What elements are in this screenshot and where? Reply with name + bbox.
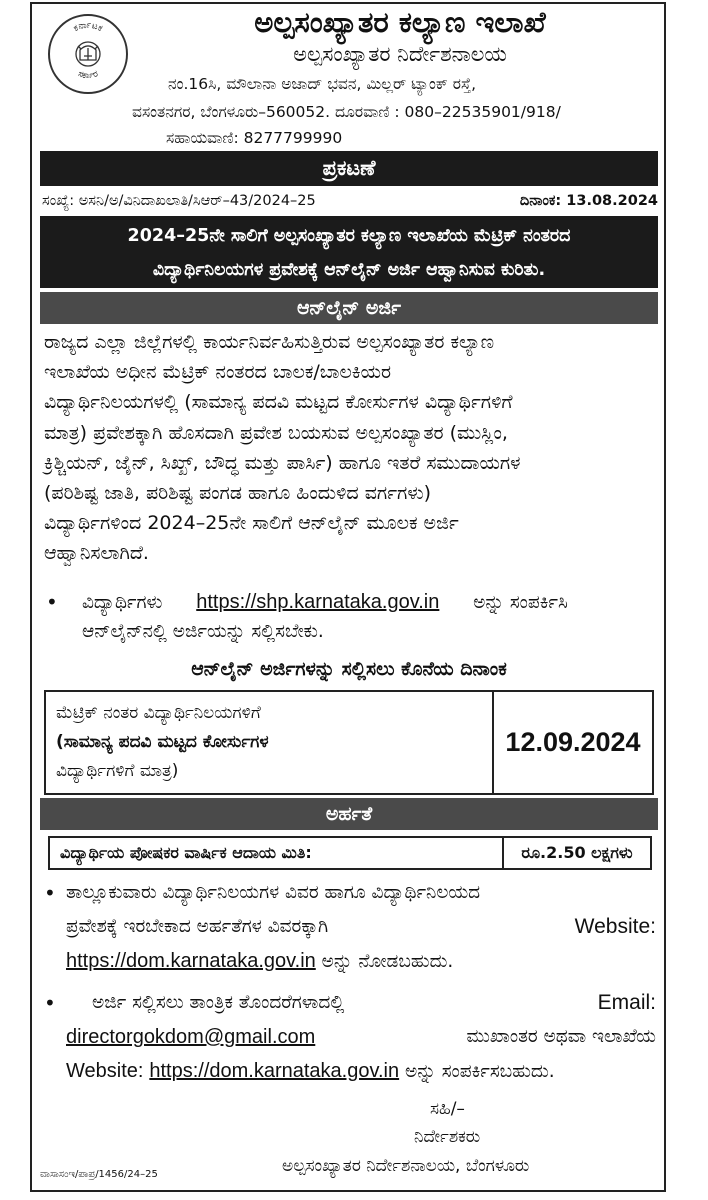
support-tail: ಅನ್ನು ಸಂಪರ್ಕಿಸಬಹುದು. bbox=[405, 1061, 555, 1082]
portal-bullet-suffix: ಅನ್ನು ಸಂಪರ್ಕಿಸಿ bbox=[473, 592, 568, 613]
paragraph-line: ವಿದ್ಯಾರ್ಥಿಗಳಿಂದ 2024–25ನೇ ಸಾಲಿಗೆ ಆನ್‌ಲೈನ್ ಮೂಲಕ ಅರ್ಜಿ bbox=[44, 512, 459, 535]
website-label: Website: bbox=[66, 1060, 144, 1082]
eligibility-heading-bar bbox=[40, 798, 658, 830]
signature-office: ಅಲ್ಪಸಂಖ್ಯಾತರ ನಿರ್ದೇಶನಾಲಯ, ಬೆಂಗಳೂರು bbox=[282, 1156, 530, 1176]
signature-sd: ಸಹಿ/– bbox=[430, 1099, 465, 1119]
paragraph-line: ವಿದ್ಯಾರ್ಥಿನಿಲಯಗಳಲ್ಲಿ (ಸಾಮಾನ್ಯ ಪದವಿ ಮಟ್ಟದ ಕೋರ್ಸುಗಳ ವಿದ್ಯಾರ್ಥಿಗಳಿಗೆ bbox=[44, 391, 513, 414]
online-application-heading: ಆನ್‌ಲೈನ್ ಅರ್ಜಿ bbox=[297, 297, 401, 319]
bullet-icon: • bbox=[46, 590, 58, 614]
government-seal bbox=[48, 14, 128, 94]
notice-date: ದಿನಾಂಕ: 13.08.2024 bbox=[519, 193, 658, 209]
income-value-cell bbox=[503, 837, 651, 869]
footer-code: ವಾಸಾಸಂಇ/ಪಾಪ್ರ/1456/24–25 bbox=[40, 1169, 158, 1180]
hostel-details-line-2 bbox=[66, 910, 656, 944]
deadline-table bbox=[44, 690, 654, 795]
seal-bottom-text: ಸರ್ಕಾರ bbox=[76, 69, 100, 82]
svg-text:ಸರ್ಕಾರ bbox=[77, 69, 100, 81]
online-application-paragraph bbox=[44, 327, 656, 569]
address-line-2: ವಸಂತನಗರ, ಬೆಂಗಳೂರು–560052. ದೂರವಾಣಿ : 080–22535901/918/ bbox=[132, 103, 561, 121]
online-application-heading-bar bbox=[40, 292, 658, 324]
notice-title-bar bbox=[40, 151, 658, 186]
deadline-date-cell bbox=[493, 691, 653, 794]
support-line-2-tail: ಮುಖಾಂತರ ಅಥವಾ ಇಲಾಖೆಯ bbox=[466, 1026, 656, 1047]
helpline: ಸಹಾಯವಾಣಿ: 8277799990 bbox=[166, 129, 343, 147]
notice-title: ಪ್ರಕಟಣೆ bbox=[322, 156, 376, 180]
paragraph-line: ರಾಜ್ಯದ ಎಲ್ಲಾ ಜಿಲ್ಲೆಗಳಲ್ಲಿ ಕಾರ್ಯನಿರ್ವಹಿಸುತ್ತಿರುವ ಅಲ್ಪಸಂಖ್ಯಾತರ ಕಲ್ಯಾಣ bbox=[44, 331, 495, 353]
support-email-link[interactable]: directorgokdom@gmail.com bbox=[66, 1026, 316, 1048]
hostel-details-tail: ಅನ್ನು ನೋಡಬಹುದು. bbox=[321, 951, 454, 972]
emblem-icon bbox=[76, 42, 100, 66]
dom-contact-link[interactable]: https://dom.karnataka.gov.in bbox=[149, 1060, 400, 1082]
deadline-label-line: ವಿದ್ಯಾರ್ಥಿಗಳಿಗೆ ಮಾತ್ರ) bbox=[56, 761, 179, 781]
shp-portal-link[interactable]: https://shp.karnataka.gov.in bbox=[196, 591, 440, 613]
table-row bbox=[45, 691, 653, 794]
deadline-label-line: (ಸಾಮಾನ್ಯ ಪದವಿ ಮಟ್ಟದ ಕೋರ್ಸುಗಳ bbox=[56, 732, 269, 752]
table-row bbox=[49, 837, 651, 869]
subject-bar bbox=[40, 216, 658, 288]
bullet-icon: • bbox=[44, 991, 56, 1015]
portal-bullet-line-2: ಆನ್‌ಲೈನ್‌ನಲ್ಲಿ ಅರ್ಜಿಯನ್ನು ಸಲ್ಲಿಸಬೇಕು. bbox=[82, 621, 324, 642]
reference-number: ಸಂಖ್ಯೆ: ಅಸನಿ/ಅ/ವಿನಿದಾಖಲಾತಿ/ಸಿಆರ್–43/2024–25 bbox=[42, 193, 316, 209]
paragraph-line: ಆಹ್ವಾನಿಸಲಾಗಿದೆ. bbox=[44, 542, 149, 565]
last-date-heading: ಆನ್‌ಲೈನ್ ಅರ್ಜಿಗಳನ್ನು ಸಲ್ಲಿಸಲು ಕೊನೆಯ ದಿನಾಂಕ bbox=[191, 658, 507, 680]
department-name: ಅಲ್ಪಸಂಖ್ಯಾತರ ಕಲ್ಯಾಣ ಇಲಾಖೆ bbox=[254, 5, 546, 39]
deadline-date: 12.09.2024 bbox=[505, 727, 641, 757]
directorate-name: ಅಲ್ಪಸಂಖ್ಯಾತರ ನಿರ್ದೇಶನಾಲಯ bbox=[293, 42, 507, 66]
bullet-icon: • bbox=[44, 881, 56, 905]
email-label: Email: bbox=[597, 991, 656, 1014]
support-text: ಅರ್ಜಿ ಸಲ್ಲಿಸಲು ತಾಂತ್ರಿಕ ತೊಂದರೆಗಳಾದಲ್ಲಿ bbox=[92, 992, 345, 1013]
deadline-label-cell bbox=[45, 691, 493, 794]
seal-top-text: ಕರ್ನಾಟಕ bbox=[72, 20, 104, 35]
paragraph-line: ಕ್ರಿಶ್ಚಿಯನ್, ಜೈನ್, ಸಿಖ್ಖ್, ಬೌದ್ಧ ಮತ್ತು ಪಾರ್ಸಿ) ಹಾಗೂ ಇತರೆ ಸಮುದಾಯಗಳ bbox=[44, 451, 521, 474]
signature-designation: ನಿರ್ದೇಶಕರು bbox=[414, 1127, 481, 1147]
income-limit-table bbox=[48, 836, 652, 870]
paragraph-line: ಇಲಾಖೆಯ ಅಧೀನ ಮೆಟ್ರಿಕ್ ನಂತರದ ಬಾಲಕ/ಬಾಲಕಿಯರ bbox=[44, 361, 392, 384]
subject-line-1: 2024–25ನೇ ಸಾಲಿಗೆ ಅಲ್ಪಸಂಖ್ಯಾತರ ಕಲ್ಯಾಣ ಇಲಾಖೆಯ ಮೆಟ್ರಿಕ್ ನಂತರದ bbox=[127, 226, 571, 246]
subject-line-2: ವಿದ್ಯಾರ್ಥಿನಿಲಯಗಳ ಪ್ರವೇಶಕ್ಕೆ ಆನ್‌ಲೈನ್ ಅರ್ಜಿ ಆಹ್ವಾನಿಸುವ ಕುರಿತು. bbox=[152, 260, 546, 280]
paragraph-line: (ಪರಿಶಿಷ್ಟ ಜಾತಿ, ಪರಿಶಿಷ್ಟ ಪಂಗಡ ಹಾಗೂ ಹಿಂದುಳಿದ ವರ್ಗಗಳು) bbox=[44, 482, 432, 505]
income-value: ರೂ.2.50 ಲಕ್ಷಗಳು bbox=[521, 843, 633, 862]
portal-bullet-prefix: ವಿದ್ಯಾರ್ಥಿಗಳು bbox=[82, 592, 163, 613]
address-line-1: ನಂ.16ಸಿ, ಮೌಲಾನಾ ಅಜಾದ್ ಭವನ, ಮಿಲ್ಲರ್ ಟ್ಯಾಂಕ್ ರಸ್ತೆ, bbox=[168, 75, 477, 93]
hostel-details-text: ಪ್ರವೇಶಕ್ಕೆ ಇರಬೇಕಾದ ಅರ್ಹತೆಗಳ ವಿವರಕ್ಕಾಗಿ bbox=[66, 916, 329, 937]
support-line-2 bbox=[66, 1020, 656, 1055]
portal-bullet-line-1 bbox=[82, 587, 656, 618]
hostel-details-line-3 bbox=[66, 944, 656, 979]
hostel-details-line-1: ತಾಲ್ಲೂಕುವಾರು ವಿದ್ಯಾರ್ಥಿನಿಲಯಗಳ ವಿವರ ಹಾಗೂ ವಿದ್ಯಾರ್ಥಿನಿಲಯದ bbox=[66, 882, 481, 903]
eligibility-heading: ಅರ್ಹತೆ bbox=[325, 803, 373, 825]
support-line-1 bbox=[92, 986, 656, 1020]
website-label: Website: bbox=[574, 915, 656, 938]
support-line-3 bbox=[66, 1054, 656, 1089]
dom-website-link[interactable]: https://dom.karnataka.gov.in bbox=[66, 950, 316, 972]
paragraph-line: ಮಾತ್ರ) ಪ್ರವೇಶಕ್ಕಾಗಿ ಹೊಸದಾಗಿ ಪ್ರವೇಶ ಬಯಸುವ ಅಲ್ಪಸಂಖ್ಯಾತರ (ಮುಸ್ಲಿಂ, bbox=[44, 421, 508, 444]
svg-text:ಕರ್ನಾಟಕ bbox=[72, 20, 104, 34]
income-label: ವಿದ್ಯಾರ್ಥಿಯ ಪೋಷಕರ ವಾರ್ಷಿಕ ಆದಾಯ ಮಿತಿ: bbox=[60, 843, 312, 862]
deadline-label-line: ಮೆಟ್ರಿಕ್ ನಂತರ ವಿದ್ಯಾರ್ಥಿನಿಲಯಗಳಿಗೆ bbox=[56, 703, 261, 723]
income-label-cell bbox=[49, 837, 503, 869]
